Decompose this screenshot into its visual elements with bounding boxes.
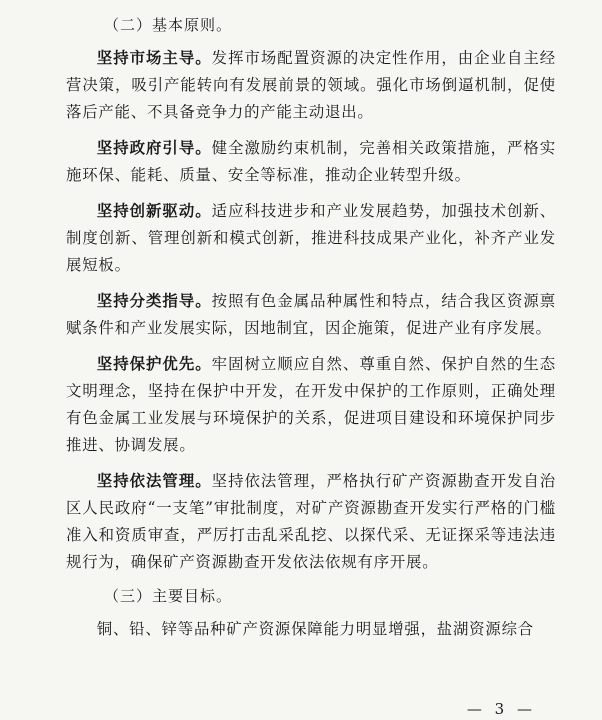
principle-text: 按照有色金属品种属性和特点，结合我区资源禀赋条件和产业发展实际，因地制宜，因企施策，促进产业有序发展。 — [66, 292, 556, 337]
principle-market-paragraph — [66, 45, 556, 126]
principle-innovation-paragraph — [66, 198, 556, 279]
principle-lead: 坚持保护优先。 — [96, 355, 212, 373]
principle-lead: 坚持政府引导。 — [96, 139, 212, 157]
principle-lead: 坚持分类指导。 — [96, 292, 212, 310]
principle-classification-paragraph — [66, 288, 556, 342]
principle-law-paragraph — [66, 468, 556, 576]
principle-text: 牢固树立顺应自然、尊重自然、保护自然的生态文明理念，坚持在保护中开发，在开发中保护的工作原则，正确处理有色金属工业发展与环境保护的关系，促进项目建设和环境保护同步推进、协调发展。 — [66, 355, 556, 454]
principle-lead: 坚持依法管理。 — [96, 472, 212, 490]
principle-lead: 坚持创新驱动。 — [96, 202, 212, 220]
principle-protection-paragraph — [66, 351, 556, 459]
principle-text: 发挥市场配置资源的决定性作用，由企业自主经营决策，吸引产能转向有发展前景的领域。强化市场倒逼机制，促使落后产能、不具备竞争力的产能主动退出。 — [66, 49, 556, 121]
section-three-heading: （三）主要目标。 — [104, 587, 233, 605]
principle-text: 坚持依法管理，严格执行矿产资源勘查开发自治区人民政府“一支笔”审批制度，对矿产资源勘查开发实行严格的门槛准入和资质审查，严厉打击乱采乱挖、以探代采、无证探采等违法违规行为，确保矿产资源勘查开发依法依规有序开展。 — [66, 472, 556, 571]
principle-text: 适应科技进步和产业发展趋势，加强技术创新、制度创新、管理创新和模式创新，推进科技成果产业化，补齐产业发展短板。 — [66, 202, 556, 274]
goal-paragraph: 铜、铅、锌等品种矿产资源保障能力明显增强，盐湖资源综合 — [96, 620, 534, 638]
principle-lead: 坚持市场主导。 — [96, 49, 212, 67]
principle-government-paragraph — [66, 135, 556, 189]
section-two-heading: （二）基本原则。 — [104, 16, 233, 34]
page-number: — 3 — — [466, 700, 536, 718]
principle-text: 健全激励约束机制，完善相关政策措施，严格实施环保、能耗、质量、安全等标准，推动企业转型升级。 — [66, 139, 556, 184]
